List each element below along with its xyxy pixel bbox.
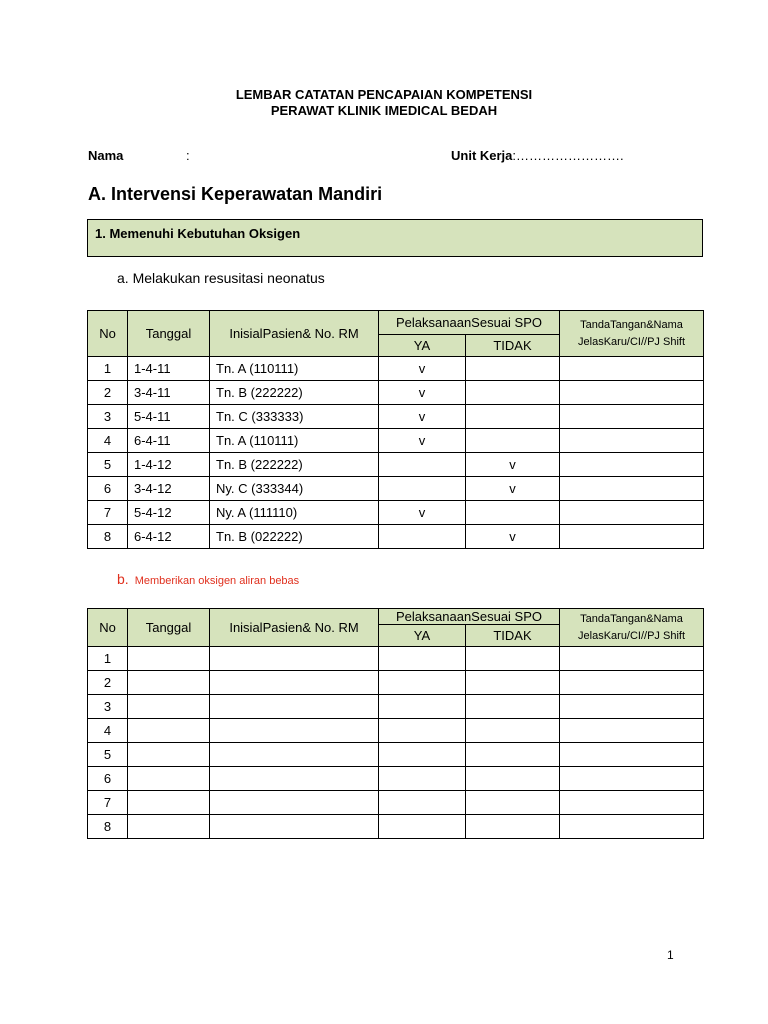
cell-no: 3 [88,405,128,429]
cell-pasien [210,767,379,791]
header-no: No [88,609,128,647]
cell-tanggal: 1-4-11 [128,357,210,381]
table-row [88,477,704,501]
nama-label: Nama [88,148,124,163]
cell-no: 7 [88,501,128,525]
cell-no: 4 [88,429,128,453]
cell-tidak: v [466,453,560,477]
cell-tanggal: 5-4-11 [128,405,210,429]
cell-pasien: Ny. C (333344) [210,477,379,501]
table-row [88,357,704,381]
cell-tanda [560,405,704,429]
table-row [88,671,704,695]
cell-pasien [210,719,379,743]
cell-tanda [560,767,704,791]
cell-ya [379,453,466,477]
table-row [88,405,704,429]
unit-kerja-label: Unit Kerja [451,148,513,163]
header-inisial-pasien: InisialPasien& No. RM [210,311,379,357]
document-title-line1: LEMBAR CATATAN PENCAPAIAN KOMPETENSI [235,87,533,102]
cell-ya [379,815,466,839]
cell-pasien: Tn. A (110111) [210,429,379,453]
cell-ya: v [379,429,466,453]
cell-ya: v [379,381,466,405]
table-row [88,453,704,477]
cell-pasien [210,647,379,671]
cell-tanggal: 3-4-11 [128,381,210,405]
table-row [88,429,704,453]
cell-tanda [560,429,704,453]
cell-ya [379,671,466,695]
cell-ya: v [379,405,466,429]
cell-tanggal [128,647,210,671]
cell-ya [379,767,466,791]
cell-ya [379,647,466,671]
cell-tanda [560,357,704,381]
table-b-text: Memberikan oksigen aliran bebas [134,575,300,587]
header-pelaksanaan: PelaksanaanSesuai SPO [379,311,560,335]
cell-no: 1 [88,647,128,671]
cell-tanda [560,647,704,671]
cell-tidak [466,671,560,695]
table-row [88,719,704,743]
cell-pasien: Tn. C (333333) [210,405,379,429]
cell-tidak [466,695,560,719]
table-b-letter: b. [117,571,129,587]
cell-tanggal: 3-4-12 [128,477,210,501]
cell-tidak [466,381,560,405]
cell-ya [379,743,466,767]
cell-tanggal: 6-4-11 [128,429,210,453]
table-row [88,815,704,839]
section-title: A. Intervensi Keperawatan Mandiri [88,184,383,204]
cell-pasien [210,695,379,719]
header-tanggal: Tanggal [128,609,210,647]
cell-tidak [466,429,560,453]
header-no: No [88,311,128,357]
cell-tanda [560,791,704,815]
cell-tidak [466,647,560,671]
header-tanda-tangan [560,311,704,357]
unit-kerja-field [451,148,624,163]
cell-no: 5 [88,743,128,767]
page-number: 1 [667,948,674,962]
table-a [87,310,704,549]
cell-tanda [560,501,704,525]
cell-tanggal: 1-4-12 [128,453,210,477]
cell-tidak [466,357,560,381]
table-b-label [117,571,299,589]
cell-tanda [560,477,704,501]
cell-no: 8 [88,815,128,839]
header-tanda-line1: TandaTangan&Nama [580,318,683,331]
cell-pasien [210,743,379,767]
table-row [88,743,704,767]
cell-tanggal [128,695,210,719]
cell-tidak [466,767,560,791]
cell-ya [379,791,466,815]
cell-ya [379,477,466,501]
table-row [88,525,704,549]
cell-pasien: Tn. A (110111) [210,357,379,381]
header-tanda-line2: JelasKaru/CI//PJ Shift [578,629,686,642]
cell-ya [379,525,466,549]
cell-tanggal [128,767,210,791]
header-pelaksanaan: PelaksanaanSesuai SPO [379,609,560,625]
subsection-title: 1. Memenuhi Kebutuhan Oksigen [95,226,301,241]
cell-ya: v [379,501,466,525]
header-tidak: TIDAK [466,335,560,357]
cell-no: 6 [88,477,128,501]
cell-no: 6 [88,767,128,791]
cell-tanda [560,671,704,695]
cell-ya [379,695,466,719]
table-b [87,608,704,839]
cell-no: 8 [88,525,128,549]
cell-tanggal [128,791,210,815]
cell-tidak [466,405,560,429]
header-tanda-line2: JelasKaru/CI//PJ Shift [578,335,686,348]
table-row [88,647,704,671]
cell-pasien: Tn. B (222222) [210,381,379,405]
cell-pasien: Tn. B (222222) [210,453,379,477]
cell-tanda [560,525,704,549]
cell-tanda [560,743,704,767]
cell-tidak: v [466,525,560,549]
cell-tanda [560,719,704,743]
unit-kerja-value: :……………………. [512,148,624,163]
cell-pasien: Tn. B (022222) [210,525,379,549]
document-title-line2: PERAWAT KLINIK IMEDICAL BEDAH [270,103,498,118]
cell-tidak [466,791,560,815]
cell-tidak: v [466,477,560,501]
cell-no: 7 [88,791,128,815]
cell-tidak [466,743,560,767]
header-tanda-line1: TandaTangan&Nama [580,612,683,625]
table-row [88,791,704,815]
cell-ya [379,719,466,743]
cell-tidak [466,501,560,525]
cell-tanda [560,815,704,839]
cell-no: 2 [88,671,128,695]
subsection-box [87,219,703,257]
cell-pasien [210,791,379,815]
header-inisial-pasien: InisialPasien& No. RM [210,609,379,647]
table-row [88,501,704,525]
cell-tanggal [128,743,210,767]
cell-no: 1 [88,357,128,381]
header-tanggal: Tanggal [128,311,210,357]
table-row [88,381,704,405]
cell-pasien [210,815,379,839]
cell-tanggal [128,671,210,695]
cell-tidak [466,815,560,839]
cell-tidak [466,719,560,743]
cell-tanggal: 5-4-12 [128,501,210,525]
cell-pasien [210,671,379,695]
cell-tanda [560,381,704,405]
cell-no: 2 [88,381,128,405]
cell-tanda [560,453,704,477]
cell-tanggal [128,815,210,839]
cell-no: 3 [88,695,128,719]
cell-no: 5 [88,453,128,477]
header-ya: YA [379,625,466,647]
nama-colon: : [186,148,190,163]
header-tanda-tangan [560,609,704,647]
cell-tanggal [128,719,210,743]
table-row [88,767,704,791]
header-tidak: TIDAK [466,625,560,647]
cell-no: 4 [88,719,128,743]
table-a-label: a. Melakukan resusitasi neonatus [117,270,325,286]
table-row [88,695,704,719]
cell-tanggal: 6-4-12 [128,525,210,549]
header-ya: YA [379,335,466,357]
cell-pasien: Ny. A (111110) [210,501,379,525]
cell-ya: v [379,357,466,381]
cell-tanda [560,695,704,719]
